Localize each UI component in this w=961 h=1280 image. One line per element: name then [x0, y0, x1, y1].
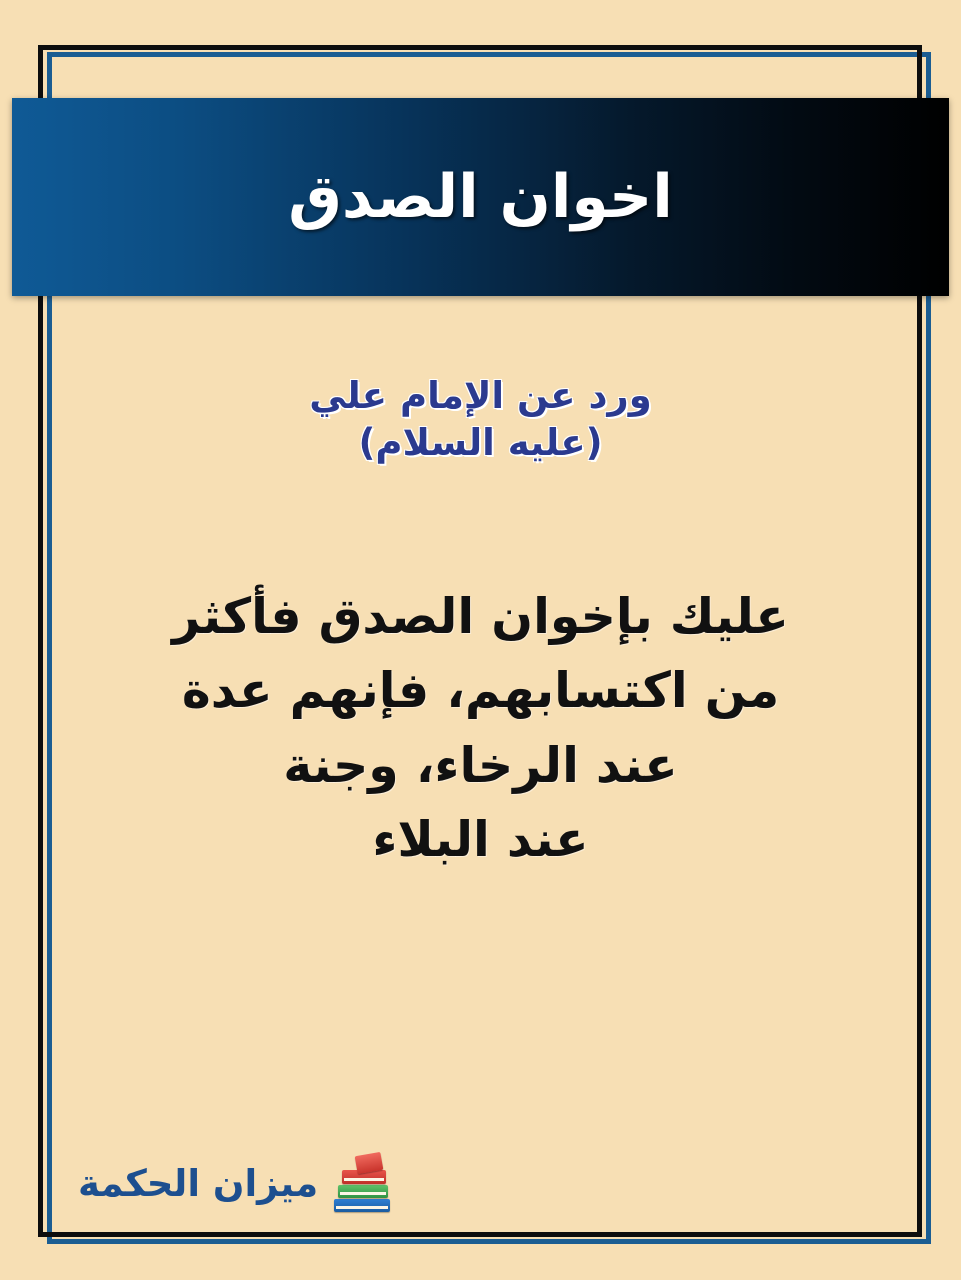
- book-pages-middle: [340, 1192, 386, 1195]
- brand-footer: [78, 1154, 394, 1212]
- quote-line-3: عند الرخاء، وجنة: [283, 736, 678, 794]
- page-title: اخوان الصدق: [288, 162, 673, 232]
- book-pages-top: [344, 1178, 384, 1181]
- brand-name: ميزان الحكمة: [78, 1161, 319, 1205]
- attribution-line-2: (عليه السلام): [358, 421, 603, 465]
- quote-line-2: من اكتسابهم، فإنهم عدة: [181, 662, 780, 720]
- stacked-books-icon: [332, 1154, 394, 1212]
- quote-block: [60, 580, 901, 878]
- attribution-block: [0, 372, 961, 467]
- quote-line-1: عليك بإخوان الصدق فأكثر: [172, 588, 789, 645]
- attribution-line-1: ورد عن الإمام علي: [309, 374, 652, 417]
- quote-line-4: عند البلاء: [372, 811, 589, 869]
- book-pages-bottom: [336, 1206, 388, 1209]
- header-banner: [12, 98, 949, 296]
